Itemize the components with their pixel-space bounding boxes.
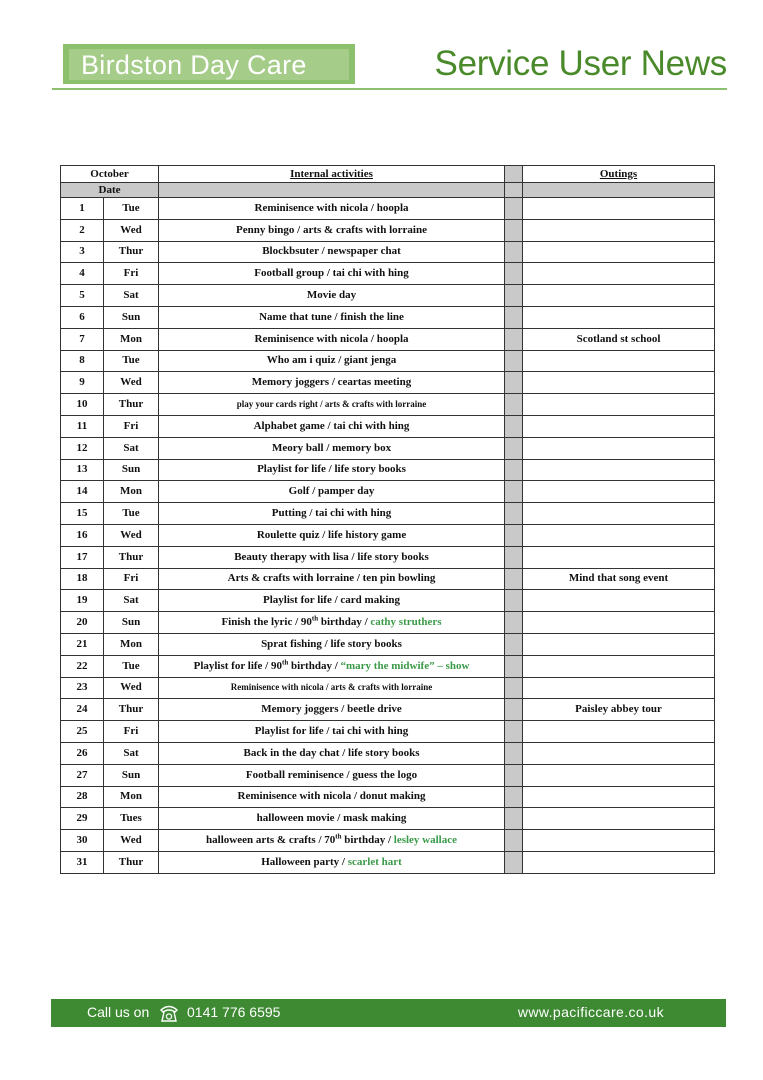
- activity-cell: Memory joggers / beetle drive: [159, 699, 505, 721]
- table-row: [61, 437, 715, 459]
- day-of-week: Tue: [104, 350, 159, 372]
- table-row: [61, 503, 715, 525]
- activity-text: th: [311, 614, 319, 623]
- date-number: 26: [61, 742, 104, 764]
- activity-text: birthday /: [341, 834, 394, 846]
- table-row: [61, 612, 715, 634]
- spacer-cell: [505, 241, 523, 263]
- spacer-cell: [505, 219, 523, 241]
- activity-cell: Arts & crafts with lorraine / ten pin bowling: [159, 568, 505, 590]
- spacer-cell: [505, 328, 523, 350]
- phone-number[interactable]: 0141 776 6595: [187, 1004, 281, 1020]
- activity-cell: Who am i quiz / giant jenga: [159, 350, 505, 372]
- outing-cell: Scotland st school: [523, 328, 715, 350]
- activity-cell: Playlist for life / life story books: [159, 459, 505, 481]
- header-divider: [52, 88, 727, 90]
- outing-cell: [523, 415, 715, 437]
- outing-cell: [523, 524, 715, 546]
- outing-cell: [523, 786, 715, 808]
- activity-cell: Reminisence with nicola / arts & crafts with lorraine: [159, 677, 505, 699]
- table-row: [61, 742, 715, 764]
- spacer-cell: [505, 306, 523, 328]
- activity-text: th: [335, 832, 342, 841]
- spacer-cell: [505, 830, 523, 852]
- activity-cell: Golf / pamper day: [159, 481, 505, 503]
- day-of-week: Wed: [104, 830, 159, 852]
- outing-cell: [523, 241, 715, 263]
- spacer-cell: [505, 183, 523, 198]
- outing-cell: Paisley abbey tour: [523, 699, 715, 721]
- day-of-week: Thur: [104, 851, 159, 873]
- table-row: [61, 764, 715, 786]
- activity-cell: [159, 655, 505, 677]
- date-number: 31: [61, 851, 104, 873]
- date-number: 19: [61, 590, 104, 612]
- outings-header: Outings: [523, 166, 715, 183]
- table-row: [61, 633, 715, 655]
- activity-cell: [159, 830, 505, 852]
- table-row: [61, 590, 715, 612]
- date-number: 13: [61, 459, 104, 481]
- day-of-week: Sun: [104, 459, 159, 481]
- day-of-week: Tue: [104, 198, 159, 220]
- activity-cell: halloween movie / mask making: [159, 808, 505, 830]
- spacer-cell: [505, 612, 523, 634]
- spacer-cell: [505, 633, 523, 655]
- day-of-week: Thur: [104, 394, 159, 416]
- spacer-cell: [505, 786, 523, 808]
- activity-text: Finish the lyric / 90: [221, 616, 312, 629]
- day-of-week: Sun: [104, 612, 159, 634]
- table-row: [61, 263, 715, 285]
- highlighted-name: lesley wallace: [393, 834, 457, 846]
- footer-bar: [51, 999, 726, 1027]
- outing-cell: [523, 677, 715, 699]
- activity-cell: Movie day: [159, 285, 505, 307]
- day-of-week: Fri: [104, 568, 159, 590]
- table-row: [61, 481, 715, 503]
- spacer-cell: [505, 655, 523, 677]
- spacer-cell: [505, 699, 523, 721]
- date-number: 25: [61, 721, 104, 743]
- outing-cell: [523, 633, 715, 655]
- activity-text: halloween arts & crafts / 70: [206, 834, 336, 846]
- date-number: 12: [61, 437, 104, 459]
- table-row: [61, 568, 715, 590]
- outing-cell: [523, 394, 715, 416]
- date-number: 5: [61, 285, 104, 307]
- spacer-cell: [505, 503, 523, 525]
- date-number: 22: [61, 655, 104, 677]
- date-number: 29: [61, 808, 104, 830]
- table-row: [61, 524, 715, 546]
- day-of-week: Mon: [104, 633, 159, 655]
- date-number: 18: [61, 568, 104, 590]
- outing-cell: [523, 612, 715, 634]
- activity-cell: Playlist for life / card making: [159, 590, 505, 612]
- day-of-week: Wed: [104, 219, 159, 241]
- activity-cell: Roulette quiz / life history game: [159, 524, 505, 546]
- outing-cell: [523, 721, 715, 743]
- date-number: 2: [61, 219, 104, 241]
- table-row: [61, 198, 715, 220]
- highlighted-name: cathy struthers: [370, 616, 442, 629]
- spacer-cell: [505, 546, 523, 568]
- highlighted-name: scarlet hart: [347, 855, 402, 868]
- activity-cell: Memory joggers / ceartas meeting: [159, 372, 505, 394]
- outing-cell: [523, 851, 715, 873]
- spacer-cell: [505, 437, 523, 459]
- spacer-cell: [505, 590, 523, 612]
- date-number: 9: [61, 372, 104, 394]
- day-of-week: Wed: [104, 677, 159, 699]
- logo-inner: [69, 49, 349, 80]
- outing-cell: Mind that song event: [523, 568, 715, 590]
- table-row: [61, 851, 715, 873]
- activity-cell: Football reminisence / guess the logo: [159, 764, 505, 786]
- internal-activities-header: Internal activities: [159, 166, 505, 183]
- table-row: [61, 655, 715, 677]
- table-row: [61, 415, 715, 437]
- day-of-week: Mon: [104, 786, 159, 808]
- date-number: 15: [61, 503, 104, 525]
- table-row: [61, 328, 715, 350]
- table-row: [61, 285, 715, 307]
- table-row: [61, 808, 715, 830]
- logo: [63, 44, 355, 84]
- activity-schedule-table: [60, 165, 715, 874]
- table-row: [61, 219, 715, 241]
- day-of-week: Mon: [104, 481, 159, 503]
- outing-cell: [523, 481, 715, 503]
- subheader-blank: [523, 183, 715, 198]
- spacer-cell: [505, 851, 523, 873]
- subheader-blank: [159, 183, 505, 198]
- activity-cell: play your cards right / arts & crafts with lorraine: [159, 394, 505, 416]
- date-number: 8: [61, 350, 104, 372]
- day-of-week: Wed: [104, 524, 159, 546]
- table-row: [61, 241, 715, 263]
- outing-cell: [523, 655, 715, 677]
- spacer-cell: [505, 764, 523, 786]
- spacer-cell: [505, 394, 523, 416]
- page-title: Service User News: [434, 44, 727, 83]
- table-row: [61, 830, 715, 852]
- activity-cell: Meory ball / memory box: [159, 437, 505, 459]
- spacer-cell: [505, 198, 523, 220]
- day-of-week: Tue: [104, 503, 159, 525]
- outing-cell: [523, 263, 715, 285]
- date-number: 10: [61, 394, 104, 416]
- activity-cell: [159, 851, 505, 873]
- table-row: [61, 699, 715, 721]
- day-of-week: Sat: [104, 590, 159, 612]
- day-of-week: Mon: [104, 328, 159, 350]
- activity-cell: Beauty therapy with lisa / life story books: [159, 546, 505, 568]
- outing-cell: [523, 808, 715, 830]
- date-number: 27: [61, 764, 104, 786]
- activity-cell: Reminisence with nicola / donut making: [159, 786, 505, 808]
- activity-cell: Alphabet game / tai chi with hing: [159, 415, 505, 437]
- table-row: [61, 306, 715, 328]
- day-of-week: Sun: [104, 764, 159, 786]
- activity-cell: Penny bingo / arts & crafts with lorraine: [159, 219, 505, 241]
- outing-cell: [523, 764, 715, 786]
- outing-cell: [523, 459, 715, 481]
- day-of-week: Fri: [104, 415, 159, 437]
- spacer-cell: [505, 459, 523, 481]
- day-of-week: Thur: [104, 699, 159, 721]
- activity-cell: Putting / tai chi with hing: [159, 503, 505, 525]
- activity-text: Playlist for life / 90: [193, 659, 282, 672]
- spacer-cell: [505, 285, 523, 307]
- table-row: [61, 394, 715, 416]
- table-row: [61, 459, 715, 481]
- activity-text: birthday /: [288, 659, 341, 672]
- day-of-week: Fri: [104, 721, 159, 743]
- activity-cell: Sprat fishing / life story books: [159, 633, 505, 655]
- day-of-week: Sat: [104, 437, 159, 459]
- day-of-week: Thur: [104, 241, 159, 263]
- date-number: 23: [61, 677, 104, 699]
- date-number: 20: [61, 612, 104, 634]
- spacer-cell: [505, 372, 523, 394]
- date-number: 24: [61, 699, 104, 721]
- table-subheader-row: [61, 183, 715, 198]
- date-number: 4: [61, 263, 104, 285]
- spacer-cell: [505, 721, 523, 743]
- day-of-week: Fri: [104, 263, 159, 285]
- date-number: 3: [61, 241, 104, 263]
- date-number: 11: [61, 415, 104, 437]
- spacer-cell: [505, 742, 523, 764]
- date-number: 16: [61, 524, 104, 546]
- day-of-week: Wed: [104, 372, 159, 394]
- date-number: 28: [61, 786, 104, 808]
- date-number: 30: [61, 830, 104, 852]
- spacer-cell: [505, 263, 523, 285]
- activity-cell: Playlist for life / tai chi with hing: [159, 721, 505, 743]
- outing-cell: [523, 590, 715, 612]
- activity-cell: Reminisence with nicola / hoopla: [159, 198, 505, 220]
- spacer-cell: [505, 808, 523, 830]
- call-us-label: Call us on: [87, 1004, 150, 1020]
- activity-cell: [159, 612, 505, 634]
- table-row: [61, 546, 715, 568]
- date-header: Date: [61, 183, 159, 198]
- outing-cell: [523, 503, 715, 525]
- spacer-cell: [505, 415, 523, 437]
- outing-cell: [523, 306, 715, 328]
- date-number: 6: [61, 306, 104, 328]
- date-number: 21: [61, 633, 104, 655]
- day-of-week: Tue: [104, 655, 159, 677]
- spacer-cell: [505, 166, 523, 183]
- table-row: [61, 350, 715, 372]
- day-of-week: Sat: [104, 742, 159, 764]
- outing-cell: [523, 372, 715, 394]
- outing-cell: [523, 350, 715, 372]
- activity-cell: Back in the day chat / life story books: [159, 742, 505, 764]
- activity-cell: Blockbsuter / newspaper chat: [159, 241, 505, 263]
- date-number: 1: [61, 198, 104, 220]
- activity-cell: Name that tune / finish the line: [159, 306, 505, 328]
- outing-cell: [523, 285, 715, 307]
- spacer-cell: [505, 350, 523, 372]
- logo-text: Birdston Day Care: [81, 50, 307, 80]
- activity-text: th: [282, 657, 289, 666]
- date-number: 14: [61, 481, 104, 503]
- day-of-week: Sun: [104, 306, 159, 328]
- highlighted-name: “mary the midwife” – show: [340, 659, 470, 672]
- activity-cell: Football group / tai chi with hing: [159, 263, 505, 285]
- outing-cell: [523, 437, 715, 459]
- activity-text: birthday /: [318, 616, 371, 629]
- table-row: [61, 372, 715, 394]
- day-of-week: Sat: [104, 285, 159, 307]
- activity-text: Halloween party /: [261, 855, 348, 868]
- date-number: 7: [61, 328, 104, 350]
- spacer-cell: [505, 524, 523, 546]
- outing-cell: [523, 198, 715, 220]
- outing-cell: [523, 219, 715, 241]
- table-header-row: [61, 166, 715, 183]
- outing-cell: [523, 830, 715, 852]
- outing-cell: [523, 742, 715, 764]
- spacer-cell: [505, 568, 523, 590]
- spacer-cell: [505, 481, 523, 503]
- outing-cell: [523, 546, 715, 568]
- table-row: [61, 721, 715, 743]
- activity-cell: Reminisence with nicola / hoopla: [159, 328, 505, 350]
- day-of-week: Thur: [104, 546, 159, 568]
- date-number: 17: [61, 546, 104, 568]
- website-link[interactable]: www.pacificcare.co.uk: [517, 1004, 664, 1020]
- table-row: [61, 786, 715, 808]
- month-header: October: [61, 166, 159, 183]
- telephone-icon: [158, 1002, 180, 1024]
- table-row: [61, 677, 715, 699]
- spacer-cell: [505, 677, 523, 699]
- day-of-week: Tues: [104, 808, 159, 830]
